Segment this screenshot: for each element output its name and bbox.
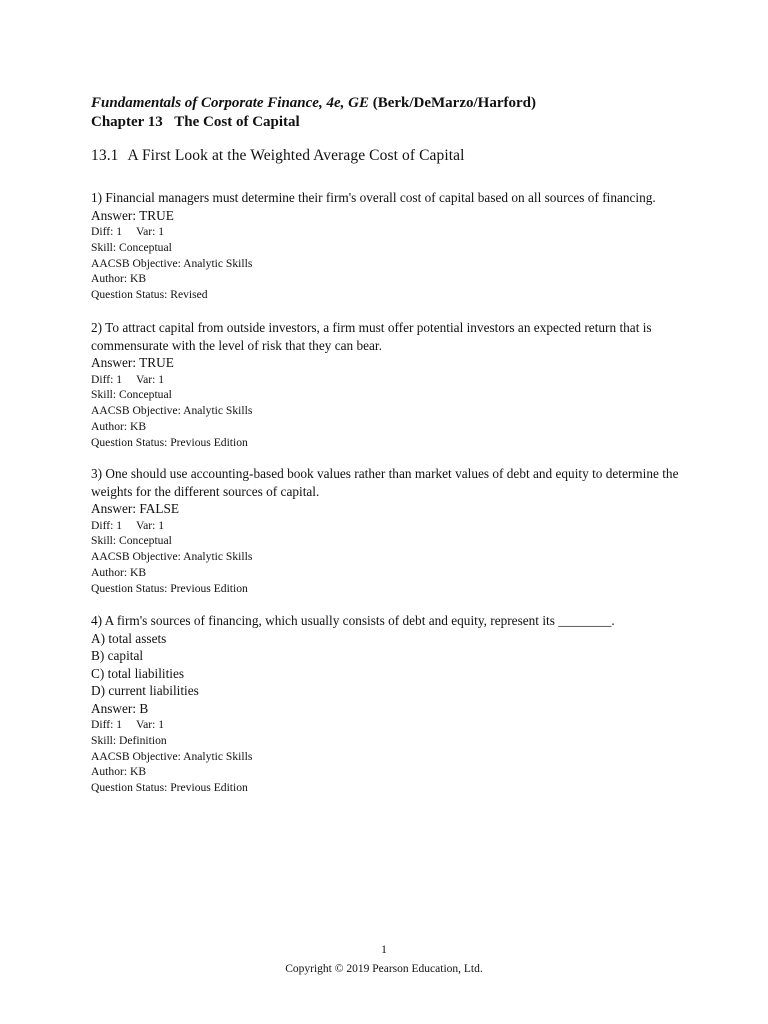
difficulty: Diff: 1 xyxy=(91,372,123,386)
question-1 xyxy=(91,189,691,303)
page-number: 1 xyxy=(381,944,387,956)
question-3 xyxy=(91,465,691,596)
aacsb-objective: AACSB Objective: Analytic Skills xyxy=(91,550,253,564)
difficulty-line xyxy=(91,717,691,733)
author: Author: KB xyxy=(91,765,147,779)
question-stem: 2) To attract capital from outside investors, a firm must offer potential investors an expected return that is commensurate with the level of risk that they can bear. xyxy=(91,320,652,353)
aacsb-objective: AACSB Objective: Analytic Skills xyxy=(91,256,253,270)
answer-option-b: B) capital xyxy=(91,648,144,663)
variant: Var: 1 xyxy=(136,518,165,532)
difficulty-line xyxy=(91,372,691,388)
answer-option-c: C) total liabilities xyxy=(91,665,185,681)
question-status: Question Status: Revised xyxy=(91,288,208,302)
question-2 xyxy=(91,319,691,450)
question-answer: Answer: TRUE xyxy=(91,207,174,223)
aacsb-objective: AACSB Objective: Analytic Skills xyxy=(91,404,253,418)
question-stem: 1) Financial managers must determine their firm's overall cost of capital based on all sources of financing. xyxy=(91,190,656,205)
section-number: 13.1 xyxy=(91,147,119,164)
variant: Var: 1 xyxy=(136,225,165,238)
question-answer: Answer: FALSE xyxy=(91,501,180,516)
answer-option-a: A) total assets xyxy=(91,630,167,646)
book-line xyxy=(91,94,536,112)
book-title: Fundamentals of Corporate Finance, 4e, GE xyxy=(91,95,369,111)
section-heading xyxy=(91,147,465,165)
author: Author: KB xyxy=(91,272,147,286)
variant: Var: 1 xyxy=(136,718,165,731)
question-status: Question Status: Previous Edition xyxy=(91,435,248,449)
question-stem: 4) A firm's sources of financing, which usually consists of debt and equity, represent its ________. xyxy=(91,613,615,628)
book-authors: (Berk/DeMarzo/Harford) xyxy=(372,95,536,111)
difficulty: Diff: 1 xyxy=(91,718,123,731)
question-answer: Answer: TRUE xyxy=(91,355,174,370)
skill: Skill: Conceptual xyxy=(91,240,172,254)
question-answer: Answer: B xyxy=(91,700,149,716)
author: Author: KB xyxy=(91,419,147,433)
question-status: Question Status: Previous Edition xyxy=(91,581,248,595)
question-stem: 3) One should use accounting-based book values rather than market values of debt and equity to determine the weights for the different sources of capital. xyxy=(91,466,679,499)
author: Author: KB xyxy=(91,565,147,579)
copyright-notice: Copyright © 2019 Pearson Education, Ltd. xyxy=(285,963,483,975)
chapter-number: Chapter 13 xyxy=(91,114,163,130)
difficulty-line xyxy=(91,518,691,534)
variant: Var: 1 xyxy=(136,372,165,386)
skill: Skill: Conceptual xyxy=(91,534,172,548)
section-title: A First Look at the Weighted Average Cost of Capital xyxy=(127,147,465,164)
chapter-title: The Cost of Capital xyxy=(174,114,300,130)
skill: Skill: Conceptual xyxy=(91,388,172,402)
question-status: Question Status: Previous Edition xyxy=(91,781,248,795)
aacsb-objective: AACSB Objective: Analytic Skills xyxy=(91,749,253,763)
difficulty: Diff: 1 xyxy=(91,518,123,532)
difficulty-line xyxy=(91,224,691,240)
chapter-line xyxy=(91,112,536,132)
skill: Skill: Definition xyxy=(91,733,167,747)
answer-option-d: D) current liabilities xyxy=(91,683,199,698)
difficulty: Diff: 1 xyxy=(91,225,123,238)
document-header xyxy=(91,94,536,132)
question-4 xyxy=(91,612,691,796)
